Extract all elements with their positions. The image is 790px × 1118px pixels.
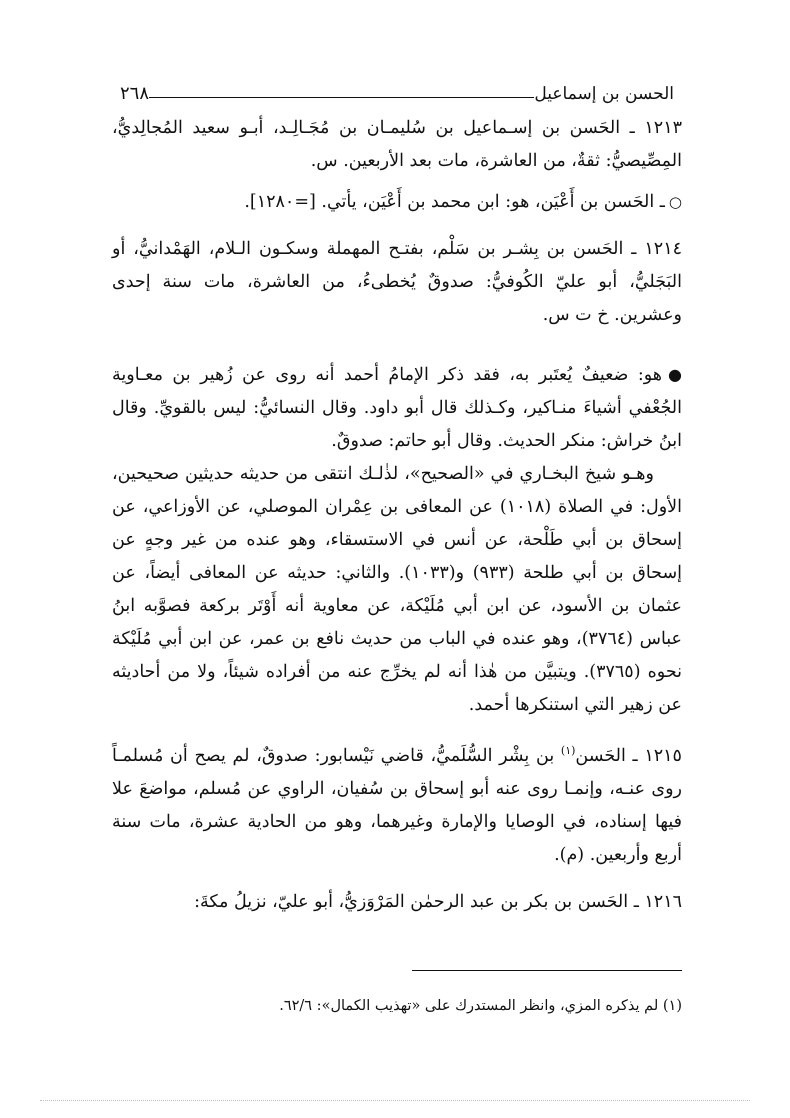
entry-1216 xyxy=(112,886,682,919)
entry-1215 xyxy=(112,734,682,872)
entry-text: ١٢١٤ ـ الحَسن بن بِشـر بن سَلْم، بفتـح المهملة وسكـون الـلام، الهَمْدانيُّ، أو البَجَليُّ، أبو عليّ الكُوفيُّ: صدوقٌ يُخطىءُ، من العاشرة، مات سنة إحدى وعشرين. خ ت س. xyxy=(112,239,682,325)
commentary-note xyxy=(112,358,682,458)
bullet-icon: ● xyxy=(668,365,682,384)
entry-1214 xyxy=(112,233,682,332)
running-header xyxy=(112,78,682,104)
spacer xyxy=(112,346,682,358)
commentary-lead: هو: ضعيفٌ يُعتَبر به، فقد ذكر الإمامُ أحمد أنه روى عن زُهير بن معـاوية الجُعْفي أشياءَ منـاكير، وكـذلك قال أبو داود. وقال النسائيُّ: ليس بالقويِّ. وقال ابنُ خراش: منكر الحديث. وقال أبو حاتم: صدوقٌ. xyxy=(112,365,682,451)
footnote: (١) لم يذكره المزي، وانظر المستدرك على «تهذيب الكمال»: ٦٢/٦. xyxy=(279,998,682,1014)
running-title: الحسن بن إسماعيل xyxy=(534,84,674,104)
header-rule xyxy=(149,97,534,98)
entry-1213 xyxy=(112,112,682,178)
scan-edge-dots xyxy=(40,1100,750,1111)
entry-text: ـ الحَسن بن أَعْيَن، هو: ابن محمد بن أَعْيَن، يأتي. [=١٢٨٠]. xyxy=(244,192,665,212)
entry-head: ١٢١٥ ـ الحَسن xyxy=(575,745,682,766)
entry-cross-reference xyxy=(112,186,682,219)
spacer xyxy=(112,722,682,734)
footnote-separator xyxy=(412,970,682,971)
main-text xyxy=(112,112,682,933)
footnote-reference: (١) xyxy=(560,744,576,757)
entry-text: ١٢١٣ ـ الحَسن بن إسـماعيل بن سُليمـان بن مُجَـالِـد، أبـو سعيد المُجالِديُّ، المِصِّيصيُّ: ثقةٌ، من العاشرة، مات بعد الأربعين. س. xyxy=(112,118,682,171)
page-number: ٢٦٨ xyxy=(120,83,150,104)
entry-text: بن بِشْر السُّلَميُّ، قاضي نَيْسابور: صدوقٌ، لم يصح أن مُسلمـاً روى عنـه، وإنمـا روى عنه أبو إسحاق بن سُفيان، الراوي عن مُسلم، مواضعَ علا فيها إسناده، في الوصايا والإمارة وغيرهما، وهو من الحادية عشرة، مات سنة أربع وأربعين. (م). xyxy=(112,745,682,865)
entry-text: ١٢١٦ ـ الحَسن بن بكر بن عبد الرحمٰن المَرْوَزيُّ، أبو عليّ، نزيلُ مكةَ: xyxy=(194,891,682,912)
circle-marker-icon: ○ xyxy=(668,193,682,211)
commentary-continuation: وهـو شيخ البخـاري في «الصحيح»، لذٰلـك انتقى من حديثه حديثين صحيحين، الأول: في الصلاة (١٠١٨) عن المعافى بن عِمْران الموصلي، عن الأوزاعي، عن إسحاق بن أبي طَلْحة، عن أنس في الاستسقاء، وهو عنده من غير وجهٍ عن إسحاق بن أبي طلحة (٩٣٣) و(١٠٣٣). والثاني: حديثه عن المعافى أيضاً، عن عثمان بن الأسود، عن ابن أبي مُلَيْكة، عن معاوية أنه أَوْتَر بركعة فصوَّبه ابنُ عباس (٣٧٦٤)، وهو عنده في الباب من حديث نافع بن عمر، عن ابن أبي مُلَيْكة نحوه (٣٧٦٥). ويتبيَّن من هٰذا أنه لم يخرِّج عنه من أفراده شيئاً، ولا من أحاديثه عن زهير التي استنكرها أحمد. xyxy=(112,464,682,715)
